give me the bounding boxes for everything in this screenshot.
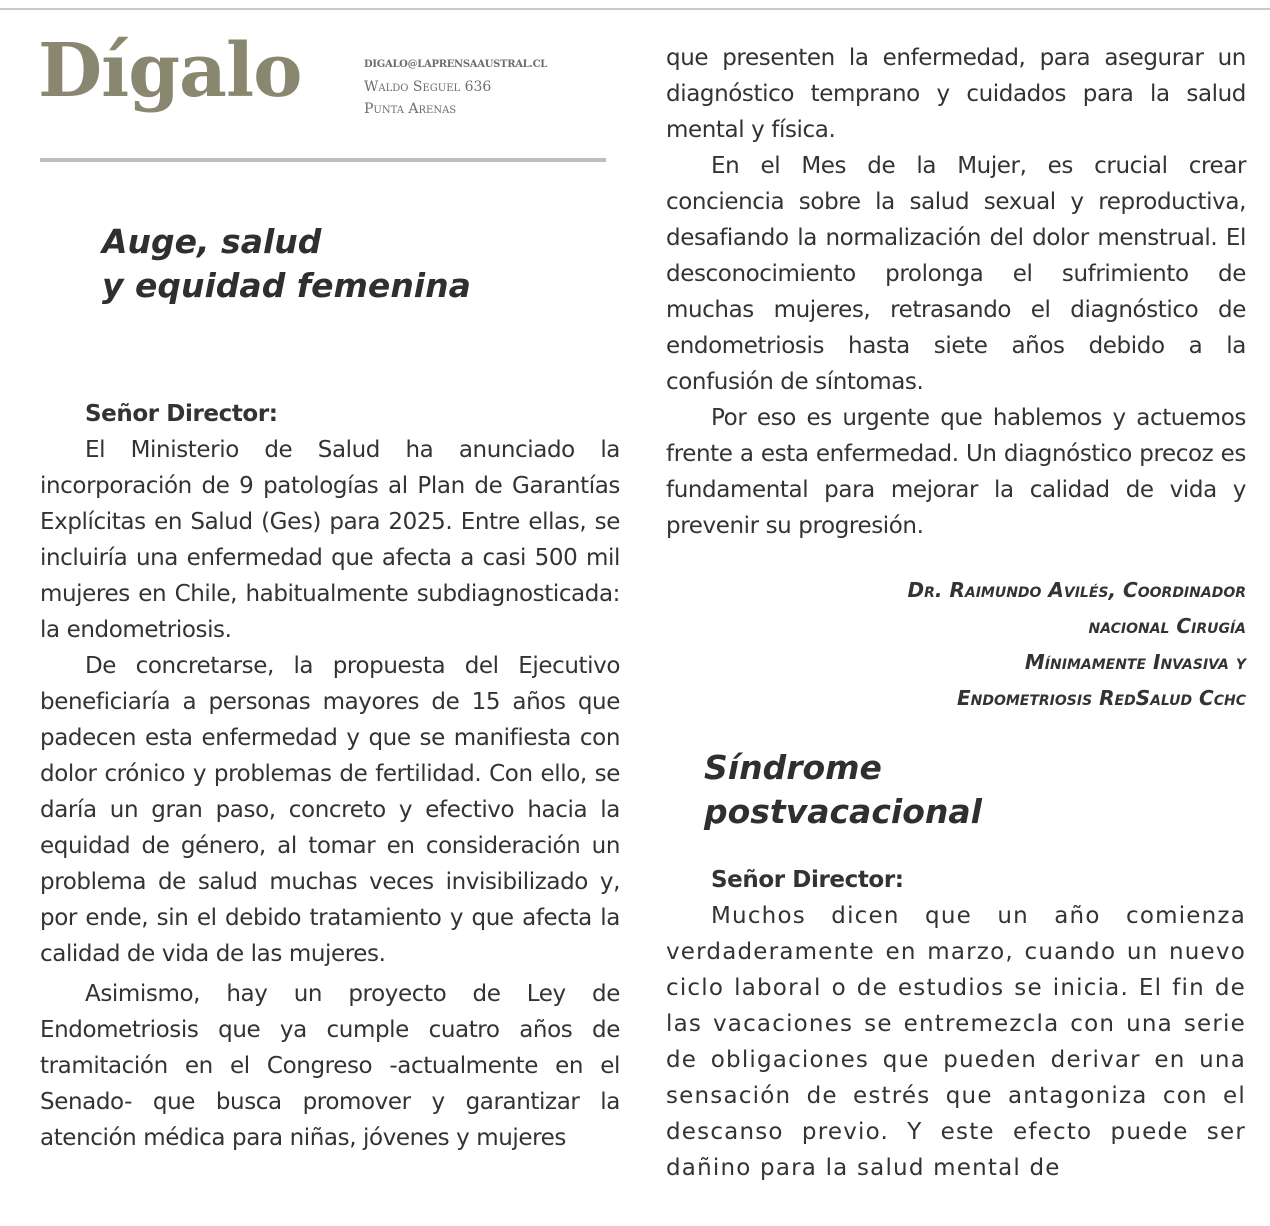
letter2-title-line2: postvacacional bbox=[704, 792, 982, 831]
letter1-paragraph-3-continued: que presenten la enfermedad, para asegurar un diagnóstico temprano y cuidados para la salud mental y física. bbox=[666, 45, 1246, 143]
letter1-salutation: Señor Director: bbox=[85, 401, 278, 427]
letter2-title-line1: Síndrome bbox=[704, 748, 882, 787]
letter1-signature bbox=[700, 572, 1246, 716]
masthead-email: DIGALO@LAPRENSAAUSTRAL.CL bbox=[364, 59, 547, 70]
masthead-address: Waldo Seguel 636 bbox=[364, 79, 492, 95]
masthead-info bbox=[364, 54, 547, 120]
masthead-rule bbox=[40, 158, 606, 162]
letter1-headline bbox=[102, 220, 471, 308]
letter1-paragraph-3: Asimismo, hay un proyecto de Ley de Endometriosis que ya cumple cuatro años de tramitación en el Congreso -actualmente en el Senado- que busca promover y garantizar la atención médica para niñas, jóvenes y mujeres bbox=[40, 981, 620, 1151]
letter1-paragraph-1: El Ministerio de Salud ha anunciado la incorporación de 9 patologías al Plan de Garantías Explícitas en Salud (Ges) para 2025. Entre ellas, se incluiría una enfermedad que afecta a casi 500 mil mujeres en Chile, habitualmente subdiagnosticada: la endometriosis. bbox=[40, 437, 620, 643]
letter1-title-line2: y equidad femenina bbox=[102, 266, 471, 305]
letter1-column-right bbox=[666, 40, 1246, 544]
letter2-headline bbox=[704, 746, 982, 834]
letter1-paragraph-2: De concretarse, la propuesta del Ejecutivo beneficiaría a personas mayores de 15 años que padecen esta enfermedad y que se manifiesta con dolor crónico y problemas de fertilidad. Con ello, se daría un gran paso, concreto y efectivo hacia la equidad de género, al tomar en consideración un problema de salud muchas veces invisibilizado y, por ende, sin el debido tratamiento y que afecta la calidad de vida de las mujeres. bbox=[40, 653, 620, 967]
top-rule bbox=[0, 8, 1270, 10]
signature-line-4: Endometriosis RedSalud Cchc bbox=[956, 686, 1246, 710]
letter1-paragraph-5: Por eso es urgente que hablemos y actuemos frente a esta enfermedad. Un diagnóstico precoz es fundamental para mejorar la calidad de vida y prevenir su progresión. bbox=[666, 405, 1246, 539]
signature-line-1: Dr. Raimundo Avilés, Coordinador bbox=[907, 578, 1246, 602]
masthead-city: Punta Arenas bbox=[364, 101, 457, 117]
letter2-salutation: Señor Director: bbox=[711, 867, 904, 893]
letter2-column bbox=[666, 862, 1246, 1186]
masthead-logo: Dígalo bbox=[38, 28, 302, 114]
letter2-paragraph-1: Muchos dicen que un año comienza verdaderamente en marzo, cuando un nuevo ciclo laboral o de estudios se inicia. El fin de las vacaciones se entremezcla con una serie de obligaciones que pueden derivar en una sensación de estrés que antagoniza con el descanso previo. Y este efecto puede ser dañino para la salud mental de bbox=[666, 903, 1246, 1181]
signature-line-2: nacional Cirugía bbox=[1088, 614, 1246, 638]
signature-line-3: Mínimamente Invasiva y bbox=[1024, 650, 1246, 674]
letter1-title-line1: Auge, salud bbox=[102, 222, 322, 261]
letter1-column-left bbox=[40, 396, 620, 1156]
letter1-paragraph-4: En el Mes de la Mujer, es crucial crear conciencia sobre la salud sexual y reproductiva, desafiando la normalización del dolor menstrual. El desconocimiento prolonga el sufrimiento de muchas mujeres, retrasando el diagnóstico de endometriosis hasta siete años debido a la confusión de síntomas. bbox=[666, 153, 1246, 395]
